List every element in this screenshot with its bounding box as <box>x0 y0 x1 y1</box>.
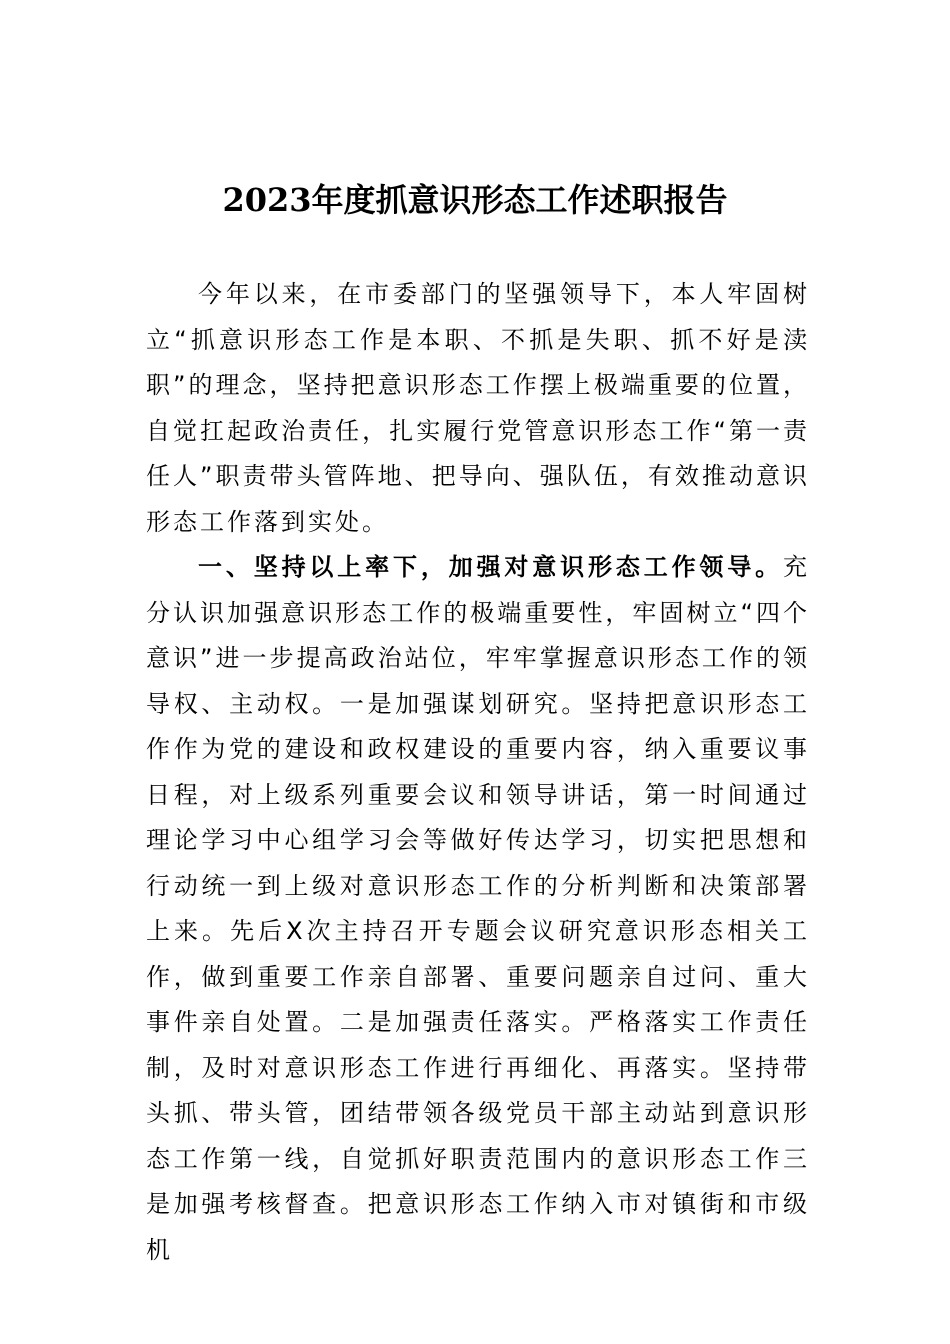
section-one-text: 充分认识加强意识形态工作的极端重要性，牢固树立“四个意识”进一步提高政治站位，牢牢掌握意识形态工作的领导权、主动权。一是加强谋划研究。坚持把意识形态工作作为党的建设和政权建设的重要内容，纳入重要议事日程，对上级系列重要会议和领导讲话，第一时间通过理论学习中心组学习会等做好传达学习，切实把思想和行动统一到上级对意识形态工作的分析判断和决策部署上来。先后X次主持召开专题会议研究意识形态相关工作，做到重要工作亲自部署、重要问题亲自过问、重大事件亲自处置。二是加强责任落实。严格落实工作责任制，及时对意识形态工作进行再细化、再落实。坚持带头抓、带头管，团结带领各级党员干部主动站到意识形态工作第一线，自觉抓好职责范围内的意识形态工作三是加强考核督查。把意识形态工作纳入市对镇街和市级机 <box>146 553 810 1264</box>
paragraph-section-one <box>146 545 810 1273</box>
paragraph-intro-text: 今年以来，在市委部门的坚强领导下，本人牢固树立“抓意识形态工作是本职、不抓是失职、抓不好是渎职”的理念，坚持把意识形态工作摆上极端重要的位置，自觉扛起政治责任，扎实履行党管意识形态工作“第一责任人”职责带头管阵地、把导向、强队伍，有效推动意识形态工作落到实处。 <box>146 280 810 536</box>
document-title: 2023年度抓意识形态工作述职报告 <box>222 181 728 219</box>
document-body <box>146 272 810 1273</box>
section-one-heading: 一、坚持以上率下，加强对意识形态工作领导。 <box>198 553 783 581</box>
paragraph-intro <box>146 272 810 545</box>
